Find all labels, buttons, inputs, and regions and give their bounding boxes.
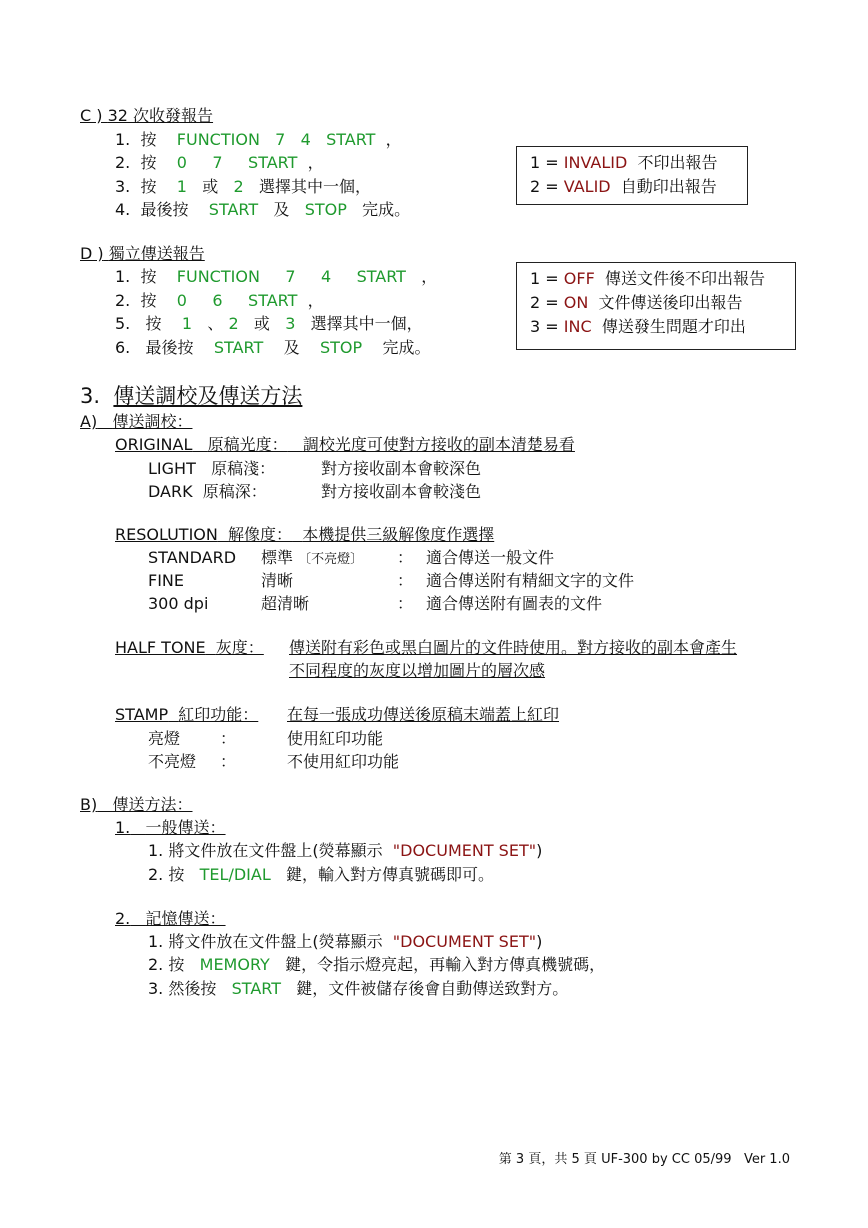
- box-line: 2 = ON 文件傳送後印出報告: [530, 293, 743, 312]
- stamp-setting: STAMP 紅印功能：: [115, 705, 259, 724]
- step-line: 6. 最後按 START 及 STOP 完成。: [115, 338, 431, 357]
- box-line: 2 = VALID 自動印出報告: [530, 177, 717, 196]
- subsection-a-heading: A) 傳送調校：: [80, 412, 193, 431]
- halftone-desc-2: 不同程度的灰度以增加圖片的層次感: [289, 661, 546, 680]
- report-option-box-d: [516, 262, 796, 350]
- step-line: 4. 最後按 START 及 STOP 完成。: [115, 200, 411, 219]
- stamp-on-option: 亮燈: [148, 729, 181, 748]
- step-line: 2. 按 0 6 START ，: [115, 291, 324, 310]
- standard-zh: 標準 〔不亮燈〕: [261, 548, 364, 567]
- colon: ：: [220, 729, 237, 748]
- section-c-heading: C ) 32 次收發報告: [80, 106, 214, 125]
- report-option-box-c: [516, 146, 748, 205]
- colon: ：: [397, 594, 414, 613]
- dpi-option: 300 dpi: [148, 594, 209, 613]
- stamp-on-desc: 使用紅印功能: [287, 729, 384, 748]
- standard-option: STANDARD: [148, 548, 237, 567]
- fine-zh: 清晰: [261, 571, 294, 590]
- method-2-step-1: 1. 將文件放在文件盤上(熒幕顯示 "DOCUMENT SET"): [148, 932, 543, 951]
- page-footer: 第 3 頁，共 5 頁 UF-300 by CC 05/99 Ver 1.0: [498, 1152, 790, 1167]
- step-line: 1. 按 FUNCTION 7 4 START ，: [115, 267, 438, 286]
- step-line: 2. 按 0 7 START ，: [115, 153, 324, 172]
- dark-option: DARK 原稿深：: [148, 482, 267, 501]
- stamp-off-option: 不亮燈: [148, 752, 197, 771]
- halftone-setting: HALF TONE 灰度：: [115, 638, 264, 657]
- dpi-zh: 超清晰: [261, 594, 310, 613]
- box-line: 3 = INC 傳送發生問題才印出: [530, 317, 746, 336]
- box-line: 1 = INVALID 不印出報告: [530, 153, 718, 172]
- standard-desc: 適合傳送一般文件: [426, 548, 555, 567]
- resolution-setting: RESOLUTION 解像度： 本機提供三級解像度作選擇: [115, 525, 495, 544]
- colon: ：: [397, 548, 414, 567]
- step-line: 5. 按 1 、 2 或 3 選擇其中一個，: [115, 314, 423, 333]
- step-line: 3. 按 1 或 2 選擇其中一個，: [115, 177, 371, 196]
- section-d-heading: D ) 獨立傳送報告: [80, 244, 205, 263]
- light-desc: 對方接收副本會較深色: [321, 459, 482, 478]
- box-line: 1 = OFF 傳送文件後不印出報告: [530, 269, 765, 288]
- dark-desc: 對方接收副本會較淺色: [321, 482, 482, 501]
- subsection-b-heading: B) 傳送方法：: [80, 795, 193, 814]
- method-2-step-3: 3. 然後按 START 鍵，文件被儲存後會自動傳送致對方。: [148, 979, 569, 998]
- original-setting: ORIGINAL 原稿光度： 調校光度可使對方接收的副本清楚易看: [115, 435, 575, 454]
- fine-desc: 適合傳送附有精細文字的文件: [426, 571, 635, 590]
- method-2-step-2: 2. 按 MEMORY 鍵，令指示燈亮起，再輸入對方傳真機號碼，: [148, 955, 606, 974]
- light-option: LIGHT 原稿淺：: [148, 459, 276, 478]
- method-1-step-1: 1. 將文件放在文件盤上(熒幕顯示 "DOCUMENT SET"): [148, 841, 543, 860]
- colon: ：: [220, 752, 237, 771]
- step-line: 1. 按 FUNCTION 7 4 START ，: [115, 130, 402, 149]
- section-3-title: 3. 傳送調校及傳送方法: [80, 384, 303, 408]
- stamp-off-desc: 不使用紅印功能: [287, 752, 400, 771]
- fine-option: FINE: [148, 571, 184, 590]
- method-1-heading: 1. 一般傳送：: [115, 818, 226, 837]
- stamp-desc: 在每一張成功傳送後原稿末端蓋上紅印: [287, 705, 560, 724]
- halftone-desc-1: 傳送附有彩色或黑白圖片的文件時使用。對方接收的副本會產生: [289, 638, 738, 657]
- method-2-heading: 2. 記憶傳送：: [115, 909, 226, 928]
- dpi-desc: 適合傳送附有圖表的文件: [426, 594, 603, 613]
- method-1-step-2: 2. 按 TEL/DIAL 鍵，輸入對方傳真號碼即可。: [148, 865, 495, 884]
- colon: ：: [397, 571, 414, 590]
